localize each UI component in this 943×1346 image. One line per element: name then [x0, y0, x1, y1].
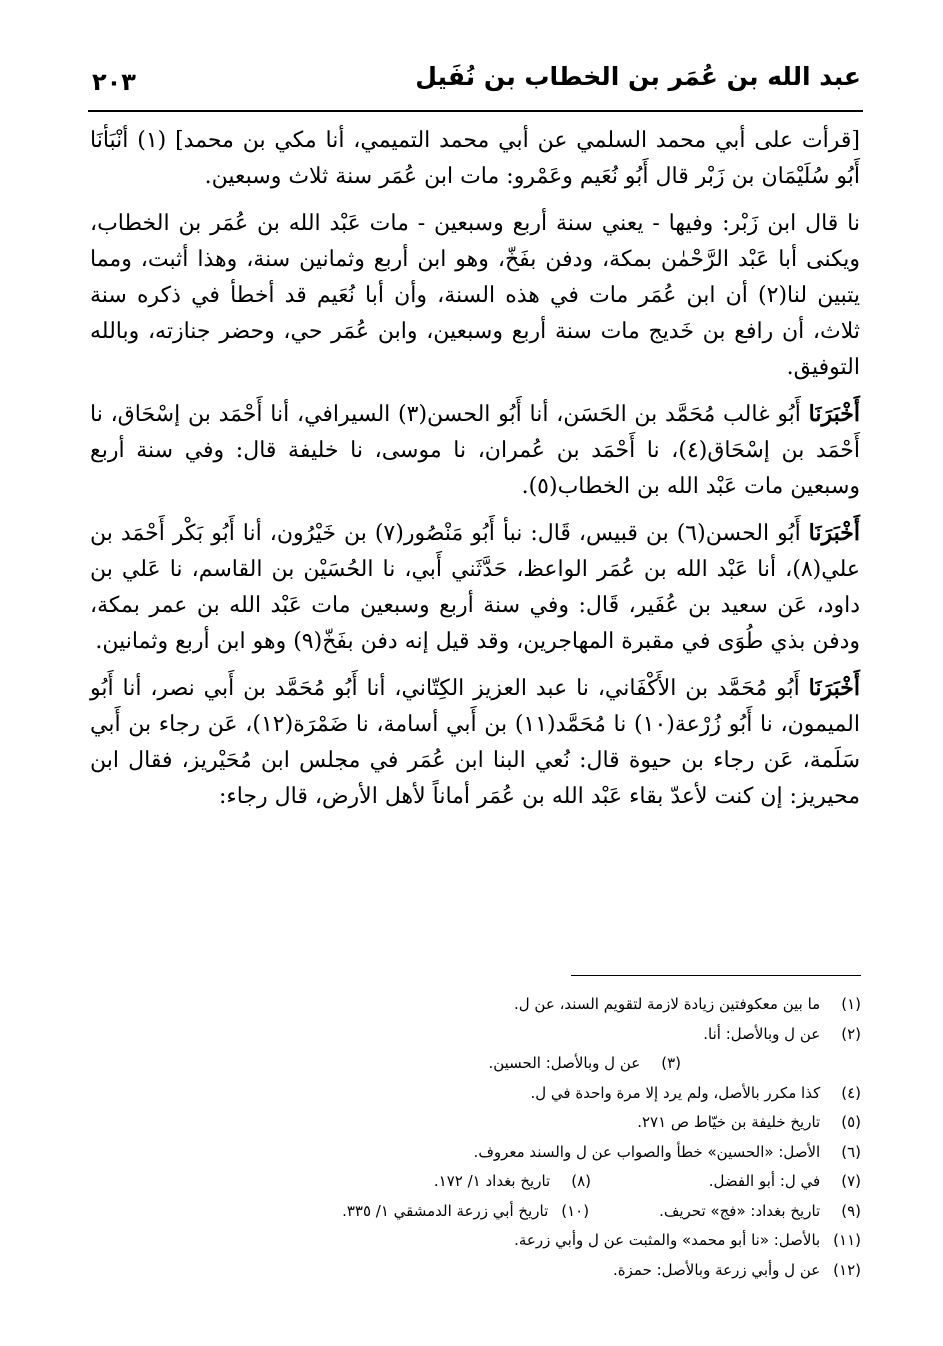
- footnote-row: [180, 990, 861, 1020]
- paragraph-text: أَبُو الحسن(٦) بن قبيس، قَال: نبأ أَبُو مَنْصُور(٧) بن خَيْرُون، أنا أَبُو بَكْر أَحْمَد بن علي(٨)، أنا عَبْد الله بن عُمَر الواعظ، حَدَّثَني أَبي، نا الحُسَيْن بن القاسم، نا عَلي بن داود، عَن سعيد بن عُفَير، قَال: وفي سنة أربع وسبعين مات عَبْد الله بن عمر بمكة، ودفن بذي طُوَى في مقبرة المهاجرين، وقد قيل إنه دفن بفَخّ(٩) وهو ابن أربع وثمانين.: [90, 521, 860, 654]
- footnote-row: [180, 1138, 861, 1168]
- footnote-row: [180, 1049, 861, 1079]
- footnote-row: [180, 1226, 861, 1256]
- footnote-number: (٣): [661, 1054, 681, 1072]
- footnote: [342, 1197, 589, 1227]
- page-number: ٢٠٣: [92, 68, 136, 96]
- akhbarana-lead: أَخْبَرَنَا: [808, 401, 860, 427]
- footnote-text: تاريخ بغداد ١/ ١٧٢.: [433, 1172, 551, 1190]
- footnote-text: عن ل وبالأصل: الحسين.: [488, 1054, 641, 1072]
- footnote-row: [180, 1167, 861, 1197]
- footnote: [434, 1167, 591, 1197]
- paragraph-text: أَبُو مُحَمَّد بن الأَكْفَاني، نا عبد العزيز الكِتّاني، أنا أَبُو مُحَمَّد بن أَبي نصر، أنا أَبُو الميمون، نا أَبُو زُرْعة(١٠) نا مُحَمَّد(١١) بن أَبي أسامة، نا ضَمْرَة(١٢)، عَن رجاء بن أَبي سَلَمة، عَن رجاء بن حيوة قال: نُعي البنا ابن عُمَر في مجلس ابن مُحَيْريز، فقال ابن محيريز: إن كنت لأعدّ بقاء عَبْد الله بن عُمَر أماناً لأهل الأرض، قال رجاء:: [90, 676, 860, 809]
- footnote-text: كذا مكرر بالأصل، ولم يرد إلا مرة واحدة في ل.: [530, 1083, 821, 1102]
- paragraph-4: [90, 515, 860, 660]
- footnote-number: (١١): [833, 1231, 861, 1249]
- footnote-text: في ل: أبو الفضل.: [708, 1172, 821, 1190]
- footnote: [703, 1020, 861, 1050]
- footnote: [613, 1256, 861, 1286]
- footnote-text: بالأصل: «نا أبو محمد» والمثبت عن ل وأبي زرعة.: [514, 1231, 821, 1249]
- footnote-text: عن ل وبالأصل: أنا.: [703, 1024, 821, 1043]
- footnote-text: عن ل وأبي زرعة وبالأصل: حمزة.: [613, 1260, 821, 1279]
- footnote-number: (٩): [841, 1201, 861, 1220]
- header-divider: [88, 110, 863, 112]
- footnote-text: ما بين معكوفتين زيادة لازمة لتقويم السند، عن ل.: [514, 995, 821, 1013]
- paragraph-2: [90, 205, 860, 386]
- paragraph-3: [90, 396, 860, 505]
- akhbarana-lead: أَخْبَرَنَا: [808, 675, 860, 701]
- paragraph-1: [90, 122, 860, 195]
- footnote-number: (٦): [841, 1142, 861, 1161]
- footnote: [474, 1138, 861, 1168]
- footnote: [661, 1167, 861, 1197]
- footnote: [659, 1197, 861, 1227]
- running-header-title: عبد الله بن عُمَر بن الخطاب بن نُفَيل: [415, 62, 861, 91]
- footnote-number: (١): [841, 995, 861, 1013]
- footnote-row: [180, 1197, 861, 1227]
- footnote: [514, 1226, 861, 1256]
- footnote-row: [180, 1079, 861, 1109]
- footnote: [488, 1049, 681, 1079]
- footnote-row: [180, 1256, 861, 1286]
- footnote-number: (٧): [841, 1172, 861, 1190]
- footnote-text: تاريخ أبي زرعة الدمشقي ١/ ٣٣٥.: [342, 1201, 549, 1220]
- paragraph-text: أَبُو غالب مُحَمَّد بن الحَسَن، أنا أَبُو الحسن(٣) السيرافي، أنا أَحْمَد بن إسْحَاق، نا أَحْمَد بن إسْحَاق(٤)، نا أَحْمَد بن عُمران، نا موسى، نا خليفة قال: وفي سنة أربع وسبعين مات عَبْد الله بن الخطاب(٥).: [90, 402, 860, 499]
- footnote-text: الأصل: «الحسين» خطأ والصواب عن ل والسند معروف.: [473, 1142, 821, 1161]
- main-text: [90, 122, 860, 825]
- footnote: [514, 990, 861, 1020]
- footnote-number: (٢): [841, 1024, 861, 1043]
- footnote-row: [180, 1020, 861, 1050]
- footnote-text: تاريخ بغداد: «فج» تحريف.: [659, 1201, 821, 1220]
- footnote: [637, 1108, 861, 1138]
- akhbarana-lead: أَخْبَرَنَا: [808, 520, 860, 546]
- footnote-number: (١٠): [561, 1201, 590, 1220]
- footnote-number: (١٢): [833, 1260, 861, 1279]
- footnote-number: (٤): [841, 1083, 861, 1102]
- paragraph-text: [قرأت على أبي محمد السلمي عن أبي محمد التميمي، أنا مكي بن محمد] (١) أنْبَأنَا أَبُو سُلَيْمَان بن زَبْر قال أَبُو نُعَيم وعَمْرو: مات ابن عُمَر سنة ثلاث وسبعين.: [90, 128, 860, 189]
- footnotes: [180, 990, 861, 1285]
- paragraph-5: [90, 670, 860, 815]
- footnote-number: (٥): [841, 1113, 861, 1131]
- footnote-row: [180, 1108, 861, 1138]
- footnote: [530, 1079, 861, 1109]
- paragraph-text: نا قال ابن زَبْر: وفيها - يعني سنة أربع وسبعين - مات عَبْد الله بن عُمَر بن الخطاب، ويكنى أبا عَبْد الرَّحْمٰن بمكة، ودفن بفَخّ، وهو ابن أربع وثمانين سنة، وهذا أثبت، ومما يتبين لنا(٢) أن ابن عُمَر مات في هذه السنة، وأن أبا نُعَيم قد أخطأ في ذكره سنة ثلاث، أن رافع بن خَديج مات سنة أربع وسبعين، وابن عُمَر حي، وحضر جنازته، وبالله التوفيق.: [90, 211, 860, 380]
- footnote-number: (٨): [571, 1172, 591, 1190]
- footnote-text: تاريخ خليفة بن خيّاط ص ٢٧١.: [637, 1113, 821, 1131]
- footnote-divider: [571, 975, 861, 976]
